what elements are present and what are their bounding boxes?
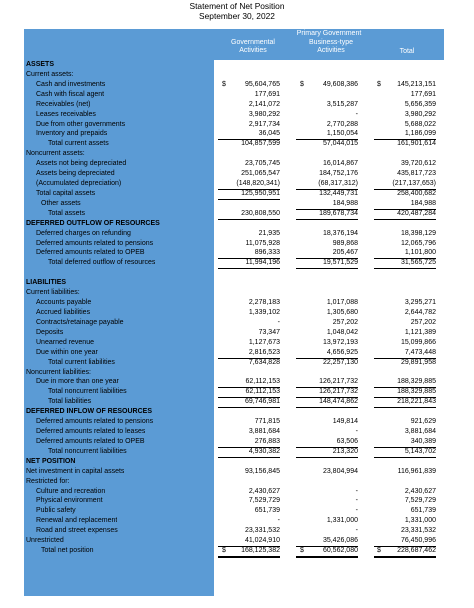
- business-type-value: 23,804,994: [322, 467, 358, 475]
- governmental-value: 896,333: [218, 248, 280, 259]
- row-label: Unrestricted: [26, 537, 64, 545]
- total-value: 5,688,022: [404, 120, 436, 128]
- table-row: [24, 358, 444, 368]
- header-business-type-line1: Business-type: [309, 39, 353, 46]
- business-type-value: 57,044,015: [322, 140, 358, 148]
- report-title: Statement of Net Position: [189, 1, 285, 11]
- total-value: 29,891,958: [400, 358, 436, 366]
- table-row: [24, 487, 444, 497]
- row-label: Deferred amounts related to pensions: [36, 239, 154, 247]
- governmental-value: 2,141,072: [248, 100, 280, 108]
- table-row: [24, 328, 444, 338]
- header-business-type-line2: Activities: [317, 47, 345, 54]
- total-value: 420,487,284: [374, 209, 436, 220]
- header-governmental-line2: Activities: [239, 47, 267, 54]
- governmental-value: 4,930,382: [218, 447, 280, 458]
- business-type-value: -: [355, 110, 358, 118]
- table-row: [24, 387, 444, 397]
- table-row: [24, 70, 444, 80]
- header-governmental-line1: Governmental: [231, 39, 275, 46]
- governmental-value: 23,705,745: [244, 160, 280, 168]
- table-row: [24, 338, 444, 348]
- total-value: 3,980,292: [404, 110, 436, 118]
- business-type-value: -: [355, 507, 358, 515]
- governmental-value: 2,816,523: [218, 348, 280, 359]
- table-row: [24, 90, 444, 100]
- business-type-value: -: [355, 487, 358, 495]
- total-value: 31,565,725: [374, 258, 436, 269]
- row-label: Total assets: [48, 209, 85, 217]
- table-row: [24, 397, 444, 407]
- total-value: 435,817,723: [397, 170, 436, 178]
- total-value: 3,295,271: [404, 299, 436, 307]
- table-row: [24, 209, 444, 219]
- business-type-value: 22,257,130: [322, 358, 358, 366]
- currency-symbol: $: [222, 80, 226, 88]
- row-label: Deferred amounts related to pensions: [36, 418, 154, 426]
- row-label: Renewal and replacement: [36, 517, 118, 525]
- total-value: 145,213,151: [397, 80, 436, 88]
- total-value: 177,691: [410, 90, 436, 98]
- governmental-value: 276,883: [218, 437, 280, 448]
- row-label: Cash with fiscal agent: [36, 90, 105, 98]
- business-type-value: 989,868: [332, 239, 358, 247]
- business-type-value: 19,571,529: [296, 258, 358, 269]
- business-type-value: -: [355, 428, 358, 436]
- governmental-value: 168,125,382: [218, 546, 280, 558]
- business-type-value: -: [355, 497, 358, 505]
- total-value: 1,331,000: [404, 517, 436, 525]
- business-type-value: 132,449,731: [319, 189, 358, 197]
- total-value: 3,881,684: [404, 428, 436, 436]
- row-label: Current assets:: [26, 70, 74, 78]
- governmental-value: 2,278,183: [248, 299, 280, 307]
- business-type-value: 4,656,925: [296, 348, 358, 359]
- total-value: 76,450,996: [374, 536, 436, 547]
- governmental-value: 177,691: [254, 90, 280, 98]
- governmental-value: 69,746,981: [218, 397, 280, 408]
- table-row: [24, 546, 444, 556]
- row-label: Due from other governments: [36, 120, 126, 128]
- total-value: 1,186,099: [374, 129, 436, 140]
- row-label: Accounts payable: [36, 299, 92, 307]
- total-value: 921,629: [410, 418, 436, 426]
- governmental-value: 11,994,196: [218, 258, 280, 269]
- total-value: 184,988: [374, 199, 436, 210]
- currency-symbol: $: [377, 547, 381, 555]
- table-row: [24, 526, 444, 536]
- business-type-value: 205,467: [296, 248, 358, 259]
- governmental-value: 11,075,928: [245, 239, 280, 247]
- row-label: Total net position: [41, 547, 94, 555]
- total-value: 5,656,359: [404, 100, 436, 108]
- business-type-value: 3,515,287: [326, 100, 358, 108]
- table-row: [24, 229, 444, 239]
- governmental-value: 125,950,951: [241, 189, 280, 197]
- governmental-value: 7,529,729: [248, 497, 280, 505]
- total-value: 2,430,627: [404, 487, 436, 495]
- row-label: NET POSITION: [26, 457, 76, 465]
- header-group: [214, 30, 444, 39]
- business-type-value: 60,562,080: [296, 546, 358, 558]
- business-type-value: 189,678,734: [296, 209, 358, 220]
- table-row: [24, 149, 444, 159]
- total-value: 5,143,702: [374, 447, 436, 458]
- total-value: 188,329,885: [374, 387, 436, 398]
- row-label: Total capital assets: [36, 189, 96, 197]
- table-row: [24, 110, 444, 120]
- row-label: DEFERRED OUTFLOW OF RESOURCES: [26, 219, 160, 227]
- row-label: Deferred amounts related to OPEB: [36, 437, 145, 445]
- total-value: 340,389: [374, 437, 436, 448]
- currency-symbol: $: [300, 80, 304, 88]
- business-type-value: 16,014,867: [322, 160, 358, 168]
- business-type-value: 126,217,732: [296, 377, 358, 388]
- table-row: [24, 258, 444, 268]
- total-value: 228,687,462: [374, 546, 436, 558]
- total-value: 7,529,729: [404, 497, 436, 505]
- business-type-value: 184,988: [296, 199, 358, 210]
- row-label: Due within one year: [36, 348, 98, 356]
- total-value: 116,961,839: [397, 467, 436, 475]
- table-row: [24, 377, 444, 387]
- row-label: Deferred amounts related to OPEB: [36, 249, 145, 257]
- row-label: Due in more than one year: [36, 378, 119, 386]
- business-type-value: 148,474,862: [296, 397, 358, 408]
- column-header: [24, 29, 444, 60]
- business-type-value: 213,320: [296, 447, 358, 458]
- governmental-value: 7,634,828: [248, 358, 280, 366]
- governmental-value: 3,881,684: [248, 428, 280, 436]
- row-label: Road and street expenses: [36, 527, 118, 535]
- table-row: [24, 179, 444, 189]
- business-type-value: 257,202: [332, 318, 358, 326]
- governmental-value: 230,808,550: [218, 209, 280, 220]
- row-label: Current liabilities:: [26, 289, 80, 297]
- table-row: [24, 348, 444, 358]
- business-type-value: 35,426,086: [296, 536, 358, 547]
- total-value: 218,221,843: [374, 397, 436, 408]
- table-row: [24, 437, 444, 447]
- total-value: 23,331,532: [400, 527, 436, 535]
- currency-symbol: $: [222, 547, 226, 555]
- row-label: Noncurrent assets:: [26, 150, 85, 158]
- total-value: 7,473,448: [374, 348, 436, 359]
- row-label: Cash and investments: [36, 80, 106, 88]
- table-row: [24, 427, 444, 437]
- table-row: [24, 298, 444, 308]
- business-type-value: (68,317,312): [296, 179, 358, 190]
- table-row: [24, 467, 444, 477]
- row-label: Noncurrent liabilities:: [26, 368, 91, 376]
- governmental-value: 62,112,153: [218, 387, 280, 398]
- total-value: 12,065,796: [400, 239, 436, 247]
- governmental-value: 2,917,734: [248, 120, 280, 128]
- total-value: 1,101,800: [374, 248, 436, 259]
- row-label: Deferred amounts related to leases: [36, 428, 146, 436]
- total-value: (217,137,653): [374, 179, 436, 190]
- total-value: 39,720,612: [400, 160, 436, 168]
- row-label: Physical environment: [36, 497, 103, 505]
- row-label: Inventory and prepaids: [36, 130, 108, 138]
- table-row: [24, 199, 444, 209]
- report-date: September 30, 2022: [199, 11, 275, 21]
- table-row: [24, 129, 444, 139]
- row-label: Total deferred outflow of resources: [48, 259, 156, 267]
- row-label: Total noncurrent liabilities: [48, 447, 127, 455]
- row-label: Total current liabilities: [48, 358, 115, 366]
- governmental-value: 771,815: [254, 418, 280, 426]
- table-row: [24, 248, 444, 258]
- table-row: [24, 536, 444, 546]
- table-row: [24, 169, 444, 179]
- header-total-label: Total: [399, 48, 415, 55]
- table-row: [24, 457, 444, 467]
- row-label: Assets not being depreciated: [36, 160, 127, 168]
- table-row: [24, 239, 444, 249]
- governmental-value: 104,857,599: [241, 140, 280, 148]
- total-value: 258,400,682: [397, 189, 436, 197]
- currency-symbol: $: [377, 80, 381, 88]
- business-type-value: 1,331,000: [326, 517, 358, 525]
- total-value: 15,099,866: [400, 338, 436, 346]
- governmental-value: 1,339,102: [248, 309, 280, 316]
- currency-symbol: $: [300, 547, 304, 555]
- row-label: DEFERRED INFLOW OF RESOURCES: [26, 408, 153, 416]
- total-value: 18,398,129: [400, 229, 436, 237]
- row-label: Accrued liabilities: [36, 309, 91, 316]
- governmental-value: 23,331,532: [244, 527, 280, 535]
- table-row: [24, 189, 444, 199]
- governmental-value: 73,347: [258, 328, 280, 336]
- table-row: [24, 417, 444, 427]
- table-row: [24, 80, 444, 90]
- governmental-value: -: [277, 318, 280, 326]
- total-value: 188,329,885: [374, 377, 436, 388]
- table-row: [24, 368, 444, 378]
- row-label: Total noncurrent liabilities: [48, 388, 127, 396]
- row-label: Public safety: [36, 507, 76, 515]
- row-label: Unearned revenue: [36, 338, 94, 346]
- business-type-value: 1,048,042: [326, 328, 358, 336]
- header-governmental: [214, 39, 292, 58]
- table-row: [24, 100, 444, 110]
- governmental-value: 3,980,292: [248, 110, 280, 118]
- total-value: 161,901,614: [397, 140, 436, 148]
- business-type-value: 13,972,193: [322, 338, 358, 346]
- governmental-value: (148,820,341): [218, 179, 280, 190]
- total-value: 1,121,389: [404, 328, 436, 336]
- governmental-value: 1,127,673: [248, 338, 280, 346]
- table-row: [24, 477, 444, 487]
- row-label: Restricted for:: [26, 477, 70, 485]
- header-business-type: [292, 39, 370, 58]
- table-row: [24, 308, 444, 318]
- governmental-value: 651,739: [254, 507, 280, 515]
- governmental-value: 21,935: [258, 229, 280, 237]
- business-type-value: 149,814: [332, 418, 358, 426]
- business-type-value: 184,752,176: [319, 170, 358, 178]
- table-row: [24, 506, 444, 516]
- row-label: Contracts/retainage payable: [36, 318, 124, 326]
- governmental-value: 2,430,627: [248, 487, 280, 495]
- table-row: [24, 447, 444, 457]
- business-type-value: 126,217,732: [296, 387, 358, 398]
- table-row: [24, 60, 444, 70]
- total-value: 651,739: [410, 507, 436, 515]
- row-label: Deposits: [36, 328, 64, 336]
- row-label: Other assets: [41, 199, 81, 207]
- business-type-value: 1,150,054: [296, 129, 358, 140]
- row-label: Culture and recreation: [36, 487, 106, 495]
- header-total: [370, 48, 444, 58]
- row-label: Total current assets: [48, 140, 109, 148]
- table-row: [24, 318, 444, 328]
- governmental-value: 62,112,153: [218, 377, 280, 388]
- governmental-value: 41,024,910: [218, 536, 280, 547]
- table-row: [24, 268, 444, 278]
- header-group-label: Primary Government: [296, 30, 362, 37]
- total-value: 257,202: [410, 318, 436, 326]
- governmental-value: 93,156,845: [244, 467, 280, 475]
- row-label: ASSETS: [26, 61, 55, 68]
- row-label: LIABILITIES: [26, 279, 67, 287]
- business-type-value: -: [355, 527, 358, 535]
- row-label: Deferred charges on refunding: [36, 229, 131, 237]
- governmental-value: 251,065,547: [241, 170, 280, 178]
- business-type-value: 18,376,194: [322, 229, 358, 237]
- table-row: [24, 219, 444, 229]
- business-type-value: 49,608,386: [322, 80, 358, 88]
- governmental-value: -: [277, 517, 280, 525]
- table-row: [24, 120, 444, 130]
- business-type-value: 1,305,680: [326, 309, 358, 316]
- total-value: 2,644,782: [404, 309, 436, 316]
- row-label: Total liabilities: [48, 398, 92, 406]
- row-label: Assets being depreciated: [36, 170, 115, 178]
- business-type-value: 63,506: [296, 437, 358, 448]
- table-row: [24, 407, 444, 417]
- row-label: Leases receivables: [36, 110, 96, 118]
- governmental-value: 95,604,765: [244, 80, 280, 88]
- row-label: Net investment in capital assets: [26, 467, 125, 475]
- table-row: [24, 159, 444, 169]
- table-row: [24, 139, 444, 149]
- table-row: [24, 278, 444, 288]
- table-row: [24, 516, 444, 526]
- business-type-value: 1,017,088: [326, 299, 358, 307]
- governmental-value: 36,045: [218, 129, 280, 140]
- row-label: Receivables (net): [36, 100, 91, 108]
- table-row: [24, 288, 444, 298]
- governmental-value: [218, 199, 280, 200]
- table-row: [24, 496, 444, 506]
- row-label: (Accumulated depreciation): [36, 180, 122, 188]
- business-type-value: 2,770,288: [326, 120, 358, 128]
